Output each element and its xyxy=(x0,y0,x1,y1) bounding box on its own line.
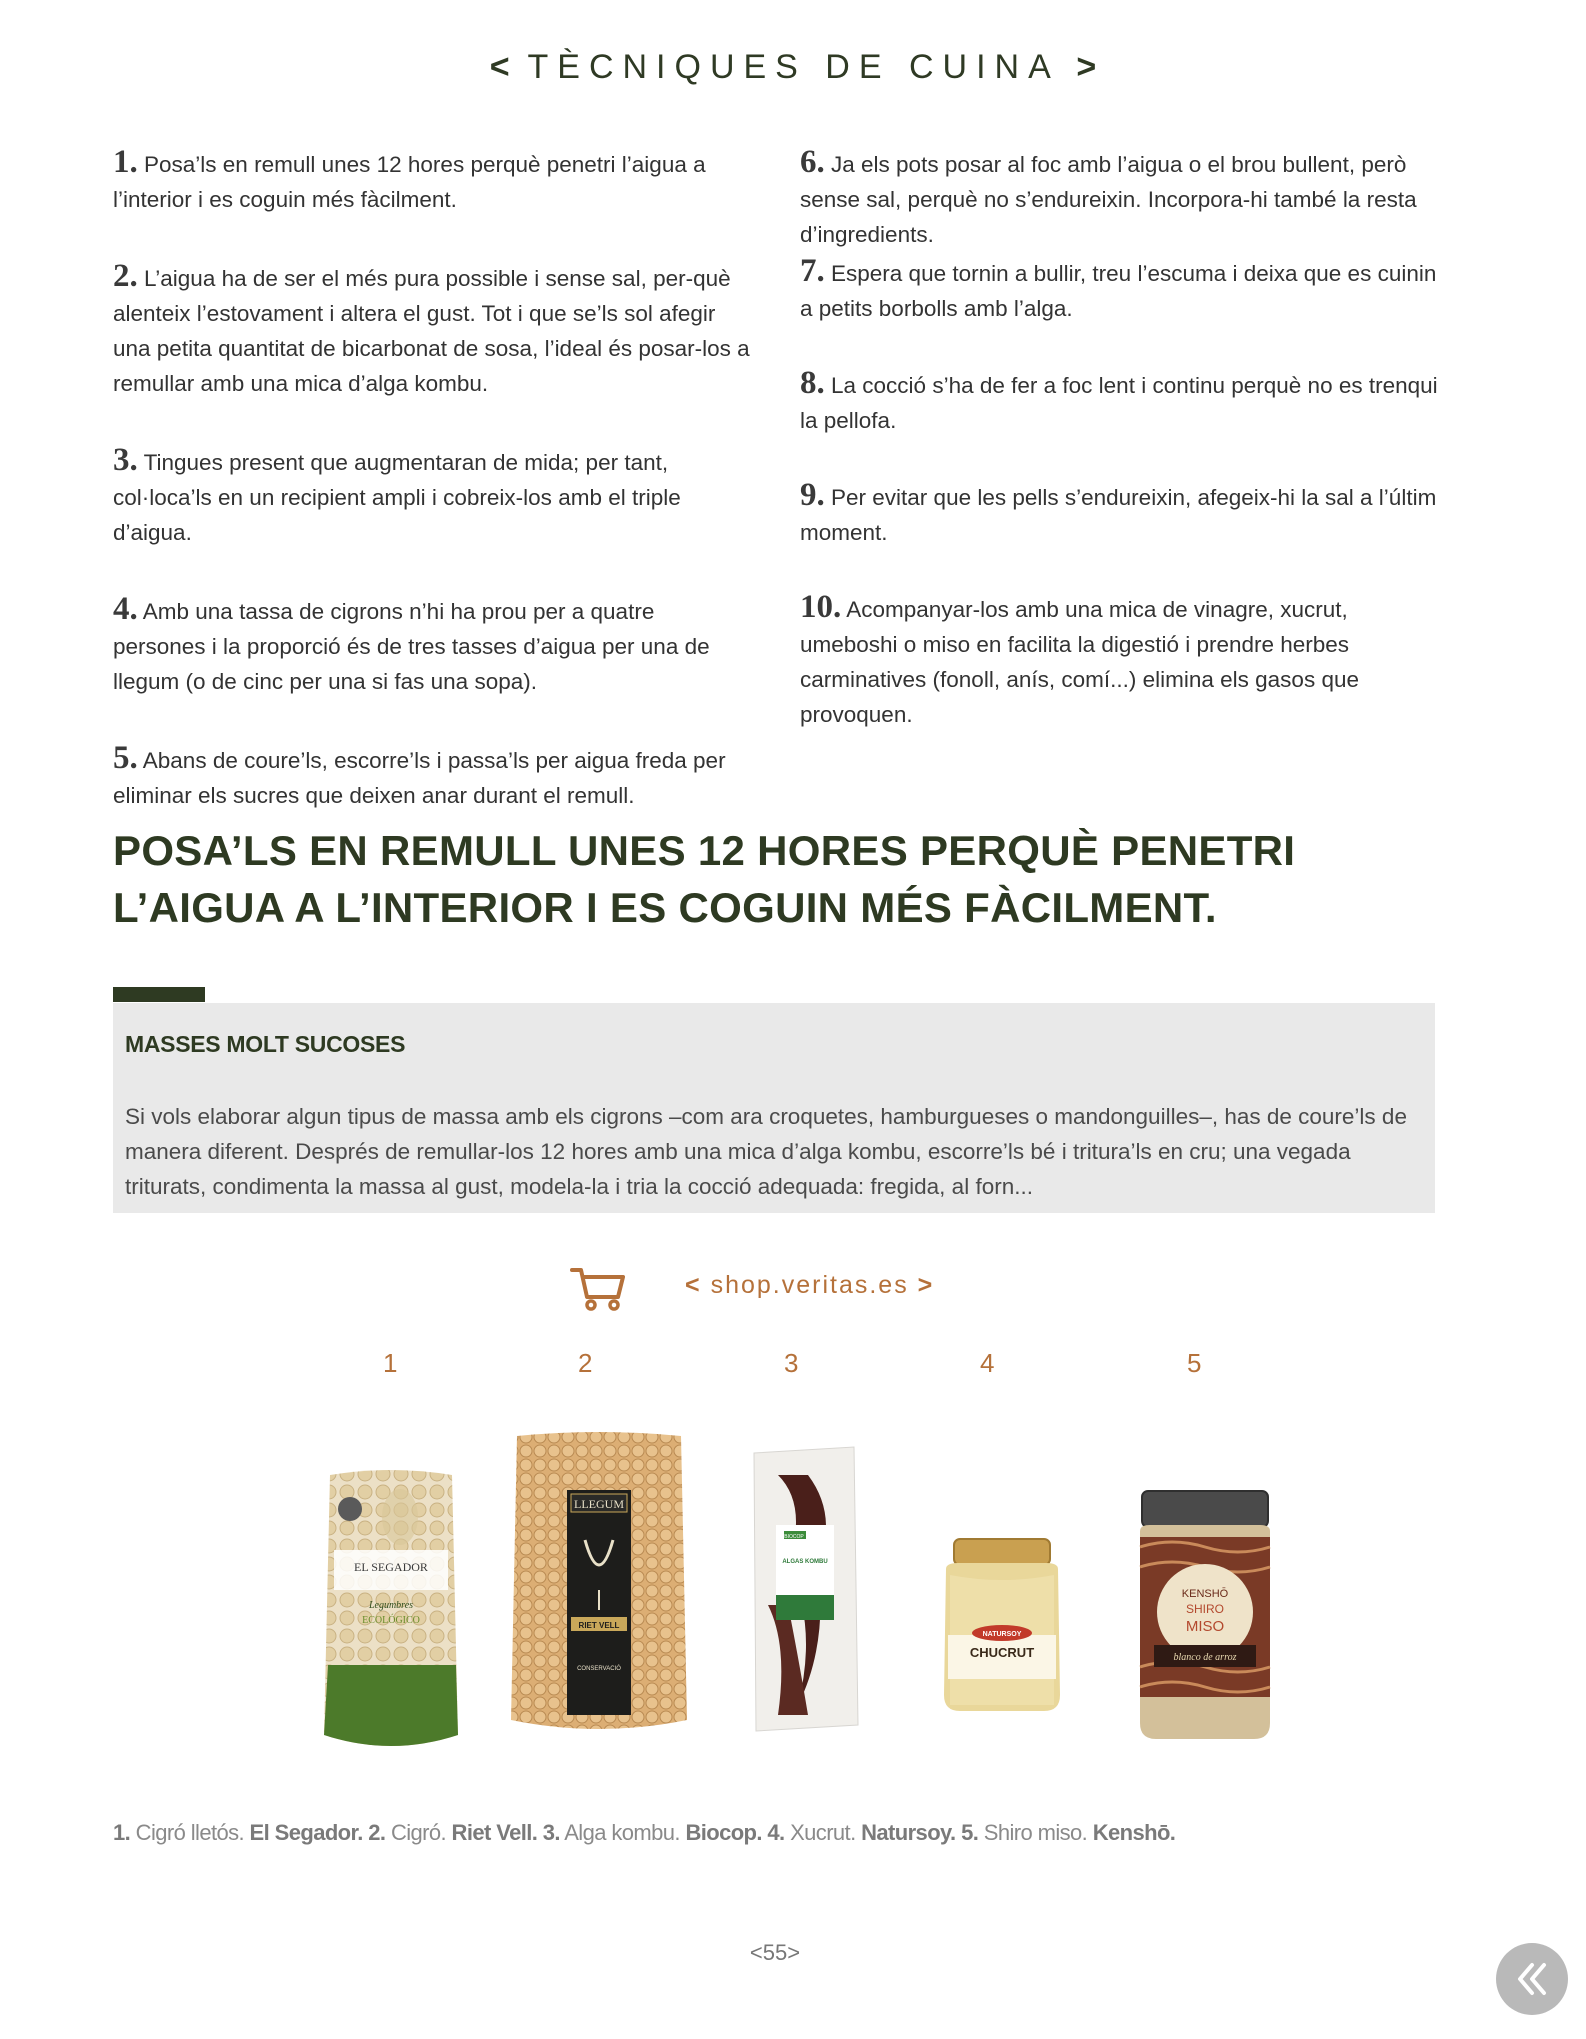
svg-text:RIET VELL: RIET VELL xyxy=(578,1621,620,1630)
product-image-biocop-kombu xyxy=(748,1445,860,1735)
caption-part: 2. xyxy=(362,1820,386,1845)
caption-part: Natursoy. xyxy=(861,1820,956,1845)
section-title: TÈCNIQUES DE CUINA xyxy=(527,48,1058,86)
caption-part: 4. xyxy=(761,1820,785,1845)
product-image-kensho-miso xyxy=(1136,1487,1274,1742)
shop-right-chevron: > xyxy=(917,1271,935,1299)
step-text: La cocció s’ha de fer a foc lent i continu perquè no es trenqui la pellofa. xyxy=(800,373,1438,433)
step-number: 9. xyxy=(800,477,825,513)
step-text: Ja els pots posar al foc amb l’aigua o el brou bullent, però sense sal, perquè no s’endureixin. Incorpora-hi també la resta d’ingredients. xyxy=(800,152,1417,247)
product-number: 1 xyxy=(383,1348,398,1378)
svg-text:Legumbres: Legumbres xyxy=(368,1600,414,1611)
page-number xyxy=(0,1940,1550,1966)
caption-part: 3. xyxy=(537,1820,560,1845)
step-text: Tingues present que augmentaran de mida; per tant, col·loca’ls en un recipient ampli i cobreix-los amb el triple d’aigua. xyxy=(113,450,681,545)
svg-text:CHUCRUT: CHUCRUT xyxy=(969,1645,1035,1660)
product-image-natursoy-chucrut xyxy=(936,1535,1068,1715)
svg-text:LLEGUM: LLEGUM xyxy=(574,1497,624,1511)
product-image-riet-vell xyxy=(505,1430,693,1735)
step-item xyxy=(800,145,1440,252)
caption-part: El Segador. xyxy=(249,1820,363,1845)
headline-line: POSA’LS EN REMULL UNES 12 HORES PERQUÈ PENETRI xyxy=(113,827,1296,874)
step-number: 3. xyxy=(113,442,138,478)
header-left-chevron: < xyxy=(489,48,510,86)
page-left-chevron: < xyxy=(749,1940,763,1965)
products-caption xyxy=(113,1820,1175,1846)
caption-part: Shiro miso. xyxy=(978,1820,1093,1845)
caption-part: Alga kombu. xyxy=(559,1820,686,1845)
step-item xyxy=(113,592,753,699)
step-item xyxy=(800,254,1440,326)
page-number-value: 55 xyxy=(762,1940,788,1965)
product-number: 3 xyxy=(784,1348,799,1378)
caption-part: Cigró. xyxy=(385,1820,452,1845)
product-image-el-segador xyxy=(320,1465,462,1757)
step-number: 4. xyxy=(113,591,138,627)
step-text: Amb una tassa de cigrons n’hi ha prou per a quatre persones i la proporció és de tres tasses d’aigua per una de llegum (o de cinc per una si fas una sopa). xyxy=(113,599,710,694)
svg-text:ALGAS KOMBU: ALGAS KOMBU xyxy=(782,1559,828,1565)
product-number: 5 xyxy=(1187,1348,1202,1378)
step-item xyxy=(800,478,1440,550)
shop-link[interactable] xyxy=(685,1271,934,1300)
caption-part: Kenshō. xyxy=(1092,1820,1176,1845)
step-item xyxy=(113,259,753,401)
double-chevron-left-icon xyxy=(1496,1943,1568,2015)
step-item xyxy=(113,741,753,813)
step-item xyxy=(800,590,1440,732)
step-number: 8. xyxy=(800,365,825,401)
step-number: 2. xyxy=(113,258,138,294)
caption-part: 1. xyxy=(113,1820,131,1845)
shop-left-chevron: < xyxy=(685,1271,702,1299)
page-right-chevron: > xyxy=(787,1940,801,1965)
svg-text:NATURSOY: NATURSOY xyxy=(982,1631,1022,1638)
svg-text:CONSERVACIÓ: CONSERVACIÓ xyxy=(577,1666,621,1672)
tip-box xyxy=(113,1003,1435,1213)
back-button[interactable] xyxy=(1496,1943,1568,2015)
step-number: 5. xyxy=(113,740,138,776)
product-number: 4 xyxy=(980,1348,995,1378)
caption-part: 5. xyxy=(955,1820,979,1845)
header-right-chevron: > xyxy=(1076,48,1097,86)
shop-url[interactable]: shop.veritas.es xyxy=(710,1271,909,1299)
step-text: Acompanyar-los amb una mica de vinagre, xucrut, umeboshi o miso en facilita la digestió i prendre herbes carminatives (fonoll, anís, comí...) elimina els gasos que provoquen. xyxy=(800,597,1359,727)
svg-text:blanco de arroz: blanco de arroz xyxy=(1173,1652,1237,1663)
step-item xyxy=(800,366,1440,438)
tip-box-title: MASSES MOLT SUCOSES xyxy=(125,1031,406,1057)
tip-box-text: Si vols elaborar algun tipus de massa amb els cigrons –com ara croquetes, hamburgueses o mandonguilles–, has de coure’ls de manera diferent. Després de remullar-los 12 hores amb una mica d’alga kombu, escorre’ls bé i tritura’ls en cru; una vegada triturats, condimenta la massa al gust, modela-la i tria la cocció adequada: fregida, al forn... xyxy=(125,1104,1407,1199)
svg-text:EL SEGADOR: EL SEGADOR xyxy=(354,1560,428,1574)
step-number: 10. xyxy=(800,589,842,625)
svg-text:BIOCOP: BIOCOP xyxy=(784,1534,804,1540)
steps-left-column xyxy=(113,145,753,813)
product-number: 2 xyxy=(578,1348,593,1378)
svg-text:KENSHŌ: KENSHŌ xyxy=(1181,1588,1229,1600)
step-item xyxy=(113,145,753,217)
step-text: Posa’ls en remull unes 12 hores perquè penetri l’aigua a l’interior i es coguin més fàcilment. xyxy=(113,152,706,212)
step-number: 1. xyxy=(113,144,138,180)
step-number: 6. xyxy=(800,144,825,180)
svg-text:ECOLÓGICO: ECOLÓGICO xyxy=(362,1615,420,1626)
shop-link-row xyxy=(570,1265,950,1315)
step-text: Espera que tornin a bullir, treu l’escuma i deixa que es cuinin a petits borbolls amb l’alga. xyxy=(800,261,1437,321)
headline-line: L’AIGUA A L’INTERIOR I ES COGUIN MÉS FÀCILMENT. xyxy=(113,884,1217,931)
step-text: L’aigua ha de ser el més pura possible i sense sal, per-què alenteix l’estovament i altera el gust. Tot i que se’ls sol afegir una petita quantitat de bicarbonat de sosa, l’ideal és posar-los a remullar amb una mica d’alga kombu. xyxy=(113,266,750,396)
steps-right-column xyxy=(800,145,1440,732)
svg-text:SHIRO: SHIRO xyxy=(1185,1602,1225,1616)
section-header xyxy=(0,48,1586,87)
step-number: 7. xyxy=(800,253,825,289)
step-item xyxy=(113,443,753,550)
step-text: Abans de coure’ls, escorre’ls i passa’ls per aigua freda per eliminar els sucres que deixen anar durant el remull. xyxy=(113,748,726,808)
pull-quote-headline xyxy=(113,822,1413,936)
caption-part: Cigró lletós. xyxy=(130,1820,250,1845)
caption-part: Riet Vell. xyxy=(451,1820,538,1845)
cart-icon xyxy=(570,1265,626,1311)
step-text: Per evitar que les pells s’endureixin, afegeix-hi la sal a l’últim moment. xyxy=(800,485,1437,545)
box-accent-bar xyxy=(113,987,205,1002)
svg-text:MISO: MISO xyxy=(1185,1618,1225,1635)
caption-part: Biocop. xyxy=(685,1820,762,1845)
caption-part: Xucrut. xyxy=(784,1820,862,1845)
